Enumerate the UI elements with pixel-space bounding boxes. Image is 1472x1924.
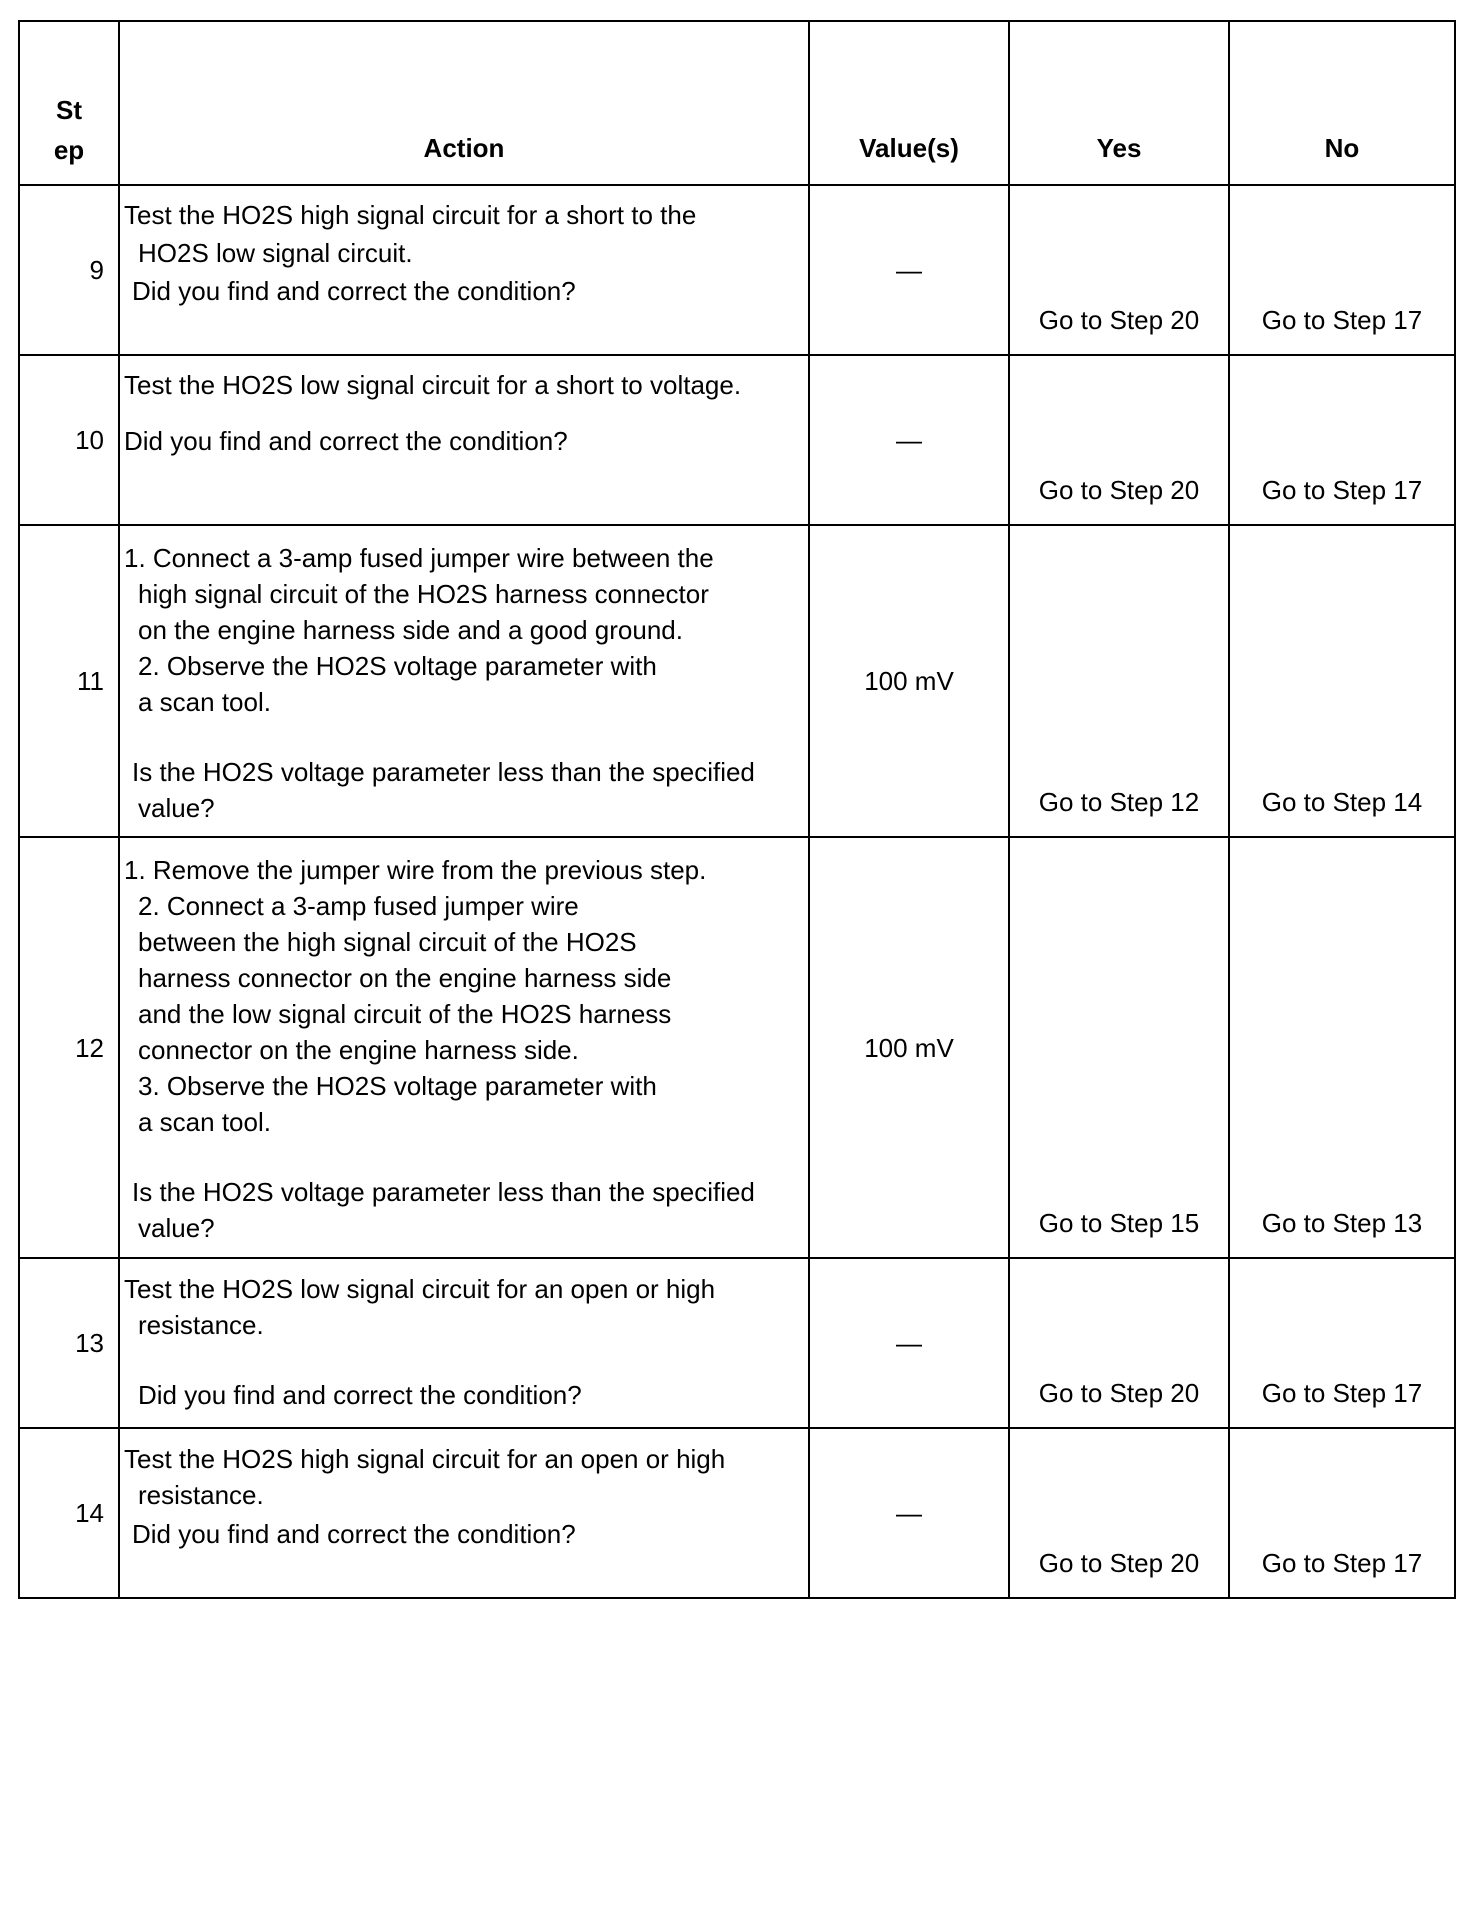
blank-line bbox=[124, 404, 804, 422]
table-row bbox=[19, 185, 1455, 355]
no-cell: Go to Step 14 bbox=[1229, 525, 1455, 837]
header-yes: Yes bbox=[1009, 21, 1229, 185]
step-number: 11 bbox=[19, 525, 119, 837]
action-line: between the high signal circuit of the HO2S bbox=[138, 927, 637, 957]
action-line: Is the HO2S voltage parameter less than the specified bbox=[132, 1177, 755, 1207]
action-cell bbox=[119, 1428, 809, 1598]
blank-line bbox=[124, 1343, 804, 1377]
yes-cell: Go to Step 20 bbox=[1009, 185, 1229, 355]
action-line: resistance. bbox=[138, 1480, 264, 1510]
action-line: HO2S low signal circuit. bbox=[138, 238, 413, 268]
yes-cell: Go to Step 12 bbox=[1009, 525, 1229, 837]
value-cell: — bbox=[809, 355, 1009, 525]
yes-cell: Go to Step 20 bbox=[1009, 1428, 1229, 1598]
blank-line bbox=[124, 720, 804, 754]
yes-cell: Go to Step 20 bbox=[1009, 355, 1229, 525]
action-line: Test the HO2S high signal circuit for a short to the bbox=[124, 200, 697, 230]
action-cell bbox=[119, 185, 809, 355]
action-line: high signal circuit of the HO2S harness connector bbox=[138, 579, 709, 609]
action-line: 2. Observe the HO2S voltage parameter with bbox=[138, 651, 657, 681]
action-line: connector on the engine harness side. bbox=[138, 1035, 579, 1065]
no-cell: Go to Step 17 bbox=[1229, 185, 1455, 355]
header-action: Action bbox=[119, 21, 809, 185]
action-line: Did you find and correct the condition? bbox=[138, 1380, 582, 1410]
action-line: Test the HO2S high signal circuit for an open or high bbox=[124, 1444, 726, 1474]
action-line: harness connector on the engine harness side bbox=[138, 963, 672, 993]
step-number: 13 bbox=[19, 1258, 119, 1428]
action-line: Is the HO2S voltage parameter less than the specified bbox=[132, 757, 755, 787]
action-cell bbox=[119, 525, 809, 837]
table-row bbox=[19, 355, 1455, 525]
yes-cell: Go to Step 15 bbox=[1009, 837, 1229, 1258]
table-row bbox=[19, 1428, 1455, 1598]
header-step-line: St bbox=[56, 95, 82, 125]
no-cell: Go to Step 17 bbox=[1229, 1258, 1455, 1428]
action-cell bbox=[119, 355, 809, 525]
diagnostic-table bbox=[18, 20, 1456, 1599]
action-line: 1. Remove the jumper wire from the previous step. bbox=[124, 855, 707, 885]
header-row bbox=[19, 21, 1455, 185]
header-no: No bbox=[1229, 21, 1455, 185]
action-line: a scan tool. bbox=[138, 687, 271, 717]
header-step-line: ep bbox=[53, 135, 85, 165]
no-cell: Go to Step 13 bbox=[1229, 837, 1455, 1258]
action-line: value? bbox=[138, 793, 215, 823]
table-row bbox=[19, 1258, 1455, 1428]
action-line: a scan tool. bbox=[138, 1107, 271, 1137]
action-line: 2. Connect a 3-amp fused jumper wire bbox=[138, 891, 579, 921]
yes-cell: Go to Step 20 bbox=[1009, 1258, 1229, 1428]
action-line: and the low signal circuit of the HO2S harness bbox=[138, 999, 672, 1029]
no-cell: Go to Step 17 bbox=[1229, 1428, 1455, 1598]
action-line: value? bbox=[138, 1213, 215, 1243]
table-row bbox=[19, 525, 1455, 837]
action-cell bbox=[119, 837, 809, 1258]
no-cell: Go to Step 17 bbox=[1229, 355, 1455, 525]
action-line: Test the HO2S low signal circuit for a short to voltage. bbox=[124, 370, 742, 400]
header-step bbox=[19, 21, 119, 185]
action-line: Did you find and correct the condition? bbox=[132, 1519, 576, 1549]
table-row bbox=[19, 837, 1455, 1258]
value-cell: — bbox=[809, 1258, 1009, 1428]
action-line: Did you find and correct the condition? bbox=[124, 426, 568, 456]
action-line: Did you find and correct the condition? bbox=[132, 276, 576, 306]
action-cell bbox=[119, 1258, 809, 1428]
step-number: 12 bbox=[19, 837, 119, 1258]
value-cell: 100 mV bbox=[809, 837, 1009, 1258]
action-line: 1. Connect a 3-amp fused jumper wire between the bbox=[124, 543, 714, 573]
action-line: Test the HO2S low signal circuit for an open or high bbox=[124, 1274, 716, 1304]
step-number: 14 bbox=[19, 1428, 119, 1598]
value-cell: — bbox=[809, 185, 1009, 355]
action-line: 3. Observe the HO2S voltage parameter with bbox=[138, 1071, 657, 1101]
blank-line bbox=[124, 1140, 804, 1174]
value-cell: — bbox=[809, 1428, 1009, 1598]
step-number: 9 bbox=[19, 185, 119, 355]
action-line: on the engine harness side and a good ground. bbox=[138, 615, 683, 645]
action-line: resistance. bbox=[138, 1310, 264, 1340]
value-cell: 100 mV bbox=[809, 525, 1009, 837]
step-number: 10 bbox=[19, 355, 119, 525]
header-value: Value(s) bbox=[809, 21, 1009, 185]
